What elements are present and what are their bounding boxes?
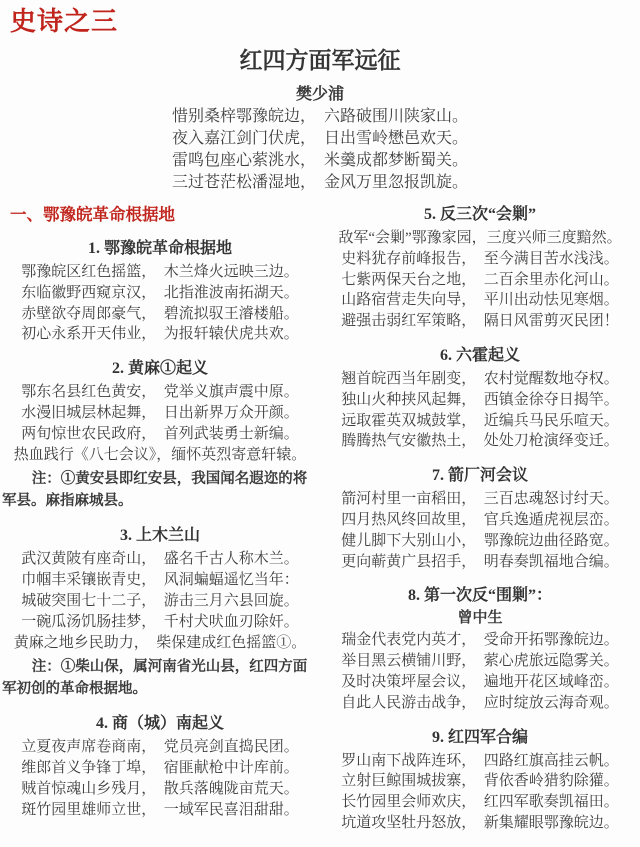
- poem-line: 城破突围七十二子， 游击三月六县回旋。: [21, 592, 299, 609]
- poem-title: 1. 鄂豫皖革命根据地: [87, 240, 232, 257]
- poem-line: 雷鸣包座心萦洮水， 米羹成都梦断蜀关。: [171, 152, 468, 169]
- poem-line: 立射巨鲸围城拔寨， 背依香岭猎豹除獾。: [341, 773, 619, 790]
- poem-note: 注：①黄安县即红安县，我国闻名遐迩的将军县。麻指麻城县。: [2, 471, 308, 509]
- poem-line: 自此人民游击战争， 应时绽放云海奇观。: [341, 694, 619, 711]
- poem-line: 东临徽野西窥京汉， 北指淮波南拓湖天。: [21, 284, 299, 301]
- poem-title: 7. 箭厂河会议: [431, 467, 528, 485]
- poem-line: 立夏夜声席卷商南， 党员亮剑直捣民团。: [21, 739, 299, 756]
- poem-block-1: [0, 239, 320, 345]
- poem-line: 鄂豫皖区红色摇篮， 木兰烽火远映三边。: [21, 264, 299, 280]
- poem-line: 避强击弱红军策略， 隔日风雷剪灭民团！: [341, 313, 619, 330]
- poem-line: 巾帼丰采镶嵌青史， 风洞蝙蝠遥忆当年：: [21, 572, 299, 589]
- poem-line: 更向蕲黄广县招手， 明春奏凯福地合编。: [341, 553, 619, 570]
- poem-line: 斑竹园里雄师立世， 一域军民喜泪甜甜。: [21, 801, 299, 818]
- poem-line: 健儿脚下大别山小， 鄂豫皖边曲径路宽。: [341, 532, 619, 549]
- poem-title: 6. 六霍起义: [439, 346, 520, 364]
- two-column-body: [0, 205, 640, 834]
- poem-line: 武汉黄陂有座奇山， 盛名千古人称木兰。: [21, 551, 299, 568]
- poem-line: 初心永系开天伟业， 为报轩辕伏虎共欢。: [21, 326, 299, 343]
- author-name: 樊少浦: [295, 86, 344, 103]
- intro-poem: [0, 106, 640, 194]
- poem-line: 独山火种挟风起舞， 西镇金徐夺日揭竿。: [341, 391, 619, 408]
- poem-block-3: [0, 526, 320, 700]
- poem-line: 远取霍英双城鼓掌， 近编兵马民乐喧天。: [341, 412, 619, 429]
- poem-line: 赤壁欲夺周郎豪气， 碧流拟驭王濬楼船。: [21, 305, 299, 322]
- poem-line: 及时决策坪屋会议， 遍地开花区域峰峦。: [341, 673, 619, 690]
- poem-line: 七紫两保天台之地， 二百余里赤化河山。: [341, 271, 619, 288]
- poem-block-6: [320, 346, 640, 452]
- poem-line: 惜别桑梓鄂豫皖边， 六路破围川陕家山。: [171, 108, 468, 125]
- poem-line: 鄂东名县红色黄安， 党举义旗声震中原。: [21, 384, 299, 401]
- poem-title: 4. 商（城）南起义: [95, 715, 224, 733]
- poem-line: 热血践行《八七会议》，缅怀英烈寄意轩辕。: [13, 446, 307, 463]
- poem-block-9: [320, 728, 640, 834]
- poem-block-7: [320, 466, 640, 572]
- poem-line: 腾腾热气安徽热土， 处处刀枪演绎变迁。: [341, 433, 619, 450]
- poem-title: 8. 第一次反“围剿”：: [407, 587, 552, 605]
- poem-note: 注：①柴山保，属河南省光山县，红四方面军初创的革命根据地。: [2, 659, 308, 697]
- poem-line: 夜入嘉江剑门伏虎， 日出雪岭懋邑欢天。: [171, 130, 468, 147]
- poem-line: 维郎首义争锋丁埠， 宿匪献枪中计库前。: [21, 760, 299, 777]
- poem-line: 贼首惊魂山乡残月， 散兵落魄陇亩荒天。: [21, 780, 299, 797]
- left-column: [0, 205, 320, 834]
- poem-line: 两旬惊世农民政府， 首列武装勇士新编。: [21, 425, 299, 442]
- poem-line: 箭河村里一亩稻田， 三百忠魂怒讨纣天。: [341, 491, 619, 508]
- poem-subtitle: 曾中生: [457, 610, 503, 627]
- poem-line: 坑道攻坚牡丹怒放， 新集耀眼鄂豫皖边。: [341, 814, 619, 831]
- poem-line: 一碗瓜汤饥肠挂梦， 千村犬吠血刃除奸。: [21, 613, 299, 630]
- right-column: [320, 205, 640, 834]
- poem-line: 四月热风终回故里， 官兵逸遁虎视层峦。: [341, 511, 619, 528]
- poem-line: 瑞金代表党内英才， 受命开拓鄂豫皖边。: [341, 632, 619, 649]
- poem-block-5: [320, 205, 640, 332]
- poem-line: 举目黑云横铺川野， 萦心虎旅远隐雾关。: [341, 653, 619, 670]
- poem-line: 山路宿营走失向导， 平川出动怯见寒烟。: [341, 292, 619, 309]
- poem-line: 敌军“会剿”鄂豫家园，三度兴师三度黯然。: [338, 230, 622, 246]
- poem-line: 长竹园里会师欢庆， 红四军歌奏凯福田。: [341, 794, 619, 811]
- poem-title: 2. 黄麻①起义: [111, 360, 208, 378]
- poem-title: 9. 红四军合编: [431, 728, 528, 746]
- poem-block-2: [0, 359, 320, 512]
- poem-title: 5. 反三次“会剿”: [423, 206, 536, 223]
- poem-line: 黄麻之地乡民助力， 柴保建成红色摇篮①。: [13, 634, 307, 651]
- poem-title: 3. 上木兰山: [119, 527, 200, 545]
- poem-line: 史料犹存前峰报告， 至今满目苦水浅浅。: [341, 250, 619, 267]
- poem-block-4: [0, 714, 320, 820]
- poem-line: 水漫旧城层林起舞， 日出新界万众开颜。: [21, 404, 299, 421]
- section-heading: 一、鄂豫皖革命根据地: [10, 205, 175, 224]
- poem-line: 三过苍茫松潘湿地， 金风万里忽报凯旋。: [171, 174, 468, 191]
- corner-label: 史诗之三: [10, 7, 119, 36]
- poem-block-8: [320, 586, 640, 713]
- page-title: 红四方面军远征: [239, 48, 401, 73]
- poem-line: 翘首皖西当年剧变， 农村觉醒数地夺权。: [341, 370, 619, 387]
- poem-line: 罗山南下战阵连环， 四路红旗高挂云帆。: [341, 752, 619, 769]
